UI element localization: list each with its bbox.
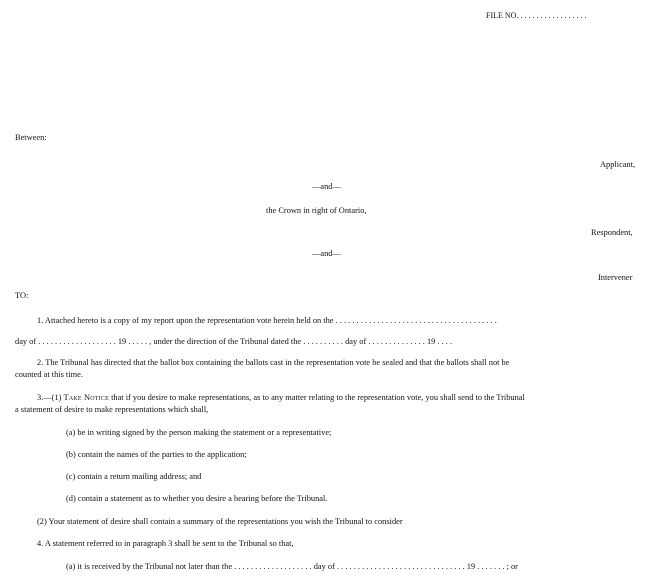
paragraph-3-text: that if you desire to make representations, as to any matter relating to the representation vote, you shall send to the Tribunal	[111, 393, 525, 402]
paragraph-1-line-1: 1. Attached hereto is a copy of my report upon the representation vote herein held on the . . . . . . . . . . . . . . . . . . . . . . . . . . . . . . . . . . . . . . .	[37, 316, 497, 325]
paragraph-4-line-1: 4. A statement referred to in paragraph 3 shall be sent to the Tribunal so that,	[37, 539, 294, 548]
respondent-label: Respondent,	[591, 228, 633, 237]
file-number: FILE NO. . . . . . . . . . . . . . . . . .	[486, 11, 587, 20]
paragraph-2-line-1: 2. The Tribunal has directed that the ballot box containing the ballots cast in the representation vote be sealed and that the ballots shall not be	[37, 358, 510, 367]
take-notice: Take Notice	[63, 393, 109, 402]
paragraph-1-line-2: day of . . . . . . . . . . . . . . . . . . . 19 . . . . . , under the direction of the Tribunal dated the . . . . . . . . . . day of . . . . . . . . . . . . . . 19 . . . .	[15, 337, 453, 346]
paragraph-3-line-2: a statement of desire to make representations which shall,	[15, 405, 209, 414]
crown-party: the Crown in right of Ontario,	[266, 206, 367, 215]
intervener-label: Intervener	[598, 273, 633, 282]
and-separator: —and—	[312, 249, 341, 258]
paragraph-3-number: 3.—(1)	[37, 393, 62, 402]
paragraph-3-line-1	[37, 393, 525, 403]
list-item: (a) be in writing signed by the person making the statement or a representative;	[66, 428, 332, 437]
list-item: (d) contain a statement as to whether you desire a hearing before the Tribunal.	[66, 494, 328, 503]
list-item: (c) contain a return mailing address; and	[66, 472, 202, 481]
between-label: Between:	[15, 133, 47, 142]
list-item: (b) contain the names of the parties to the application;	[66, 450, 247, 459]
and-separator: —and—	[312, 182, 341, 191]
applicant-label: Applicant,	[600, 160, 636, 169]
paragraph-3-2: (2) Your statement of desire shall contain a summary of the representations you wish the Tribunal to consider	[37, 517, 403, 526]
addressee-label: TO:	[15, 291, 29, 300]
paragraph-2-line-2: counted at this time.	[15, 370, 83, 379]
list-item: (a) it is received by the Tribunal not later than the . . . . . . . . . . . . . . . . . . . day of . . . . . . . . . . . . . . . . . . . . . . . . . . . . . . . 19 . . . . . . . ; or	[66, 562, 518, 571]
